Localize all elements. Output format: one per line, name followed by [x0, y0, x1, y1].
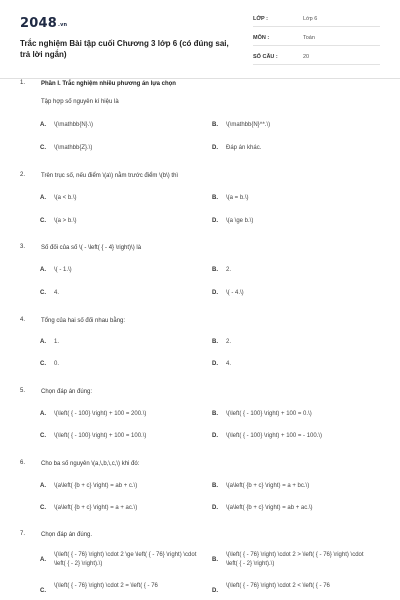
option-text: \(\mathbb{N}^*.\) [226, 122, 271, 128]
option-text: \(\left( { - 100} \right) + 100 = 0.\) [226, 411, 312, 417]
question-2 [20, 172, 380, 232]
option-letter: A. [40, 483, 46, 489]
site-logo[interactable] [20, 16, 67, 31]
question-stem: Tập hợp số nguyên kí hiệu là [41, 99, 119, 105]
question-3 [20, 244, 380, 304]
option-text: 2. [226, 339, 232, 345]
option-text: \(a = b.\) [226, 195, 249, 201]
question-7 [20, 531, 380, 600]
logo-main: 2048 [20, 16, 57, 31]
option-text: \(a\left( {b + c} \right) = ab + c.\) [54, 483, 138, 489]
meta-value: Lớp 6 [303, 16, 318, 22]
question-number: 1. [20, 80, 26, 86]
option-text: \(a\left( {b + c} \right) = a + ac.\) [54, 505, 138, 511]
meta-key: LỚP : [253, 16, 268, 22]
option-letter: A. [40, 557, 46, 563]
option-letter: B. [212, 557, 218, 563]
question-4 [20, 317, 380, 377]
question-number: 5. [20, 388, 26, 394]
option-letter: D. [212, 218, 218, 224]
option-letter: C. [40, 361, 46, 367]
option-letter: D. [212, 505, 218, 511]
option-letter: D. [212, 588, 218, 594]
question-number: 7. [20, 531, 26, 537]
question-stem: Chọn đáp án đúng: [41, 389, 93, 395]
option-letter: C. [40, 145, 46, 151]
question-stem: Số đối của số \( - \left( { - 4} \right)\) là [41, 245, 142, 251]
option-text: \(\left( { - 100} \right) + 100 = - 100.\) [226, 433, 323, 439]
option-text: \(\mathbb{Z}.\) [54, 145, 93, 151]
option-letter: B. [212, 411, 218, 417]
option-letter: C. [40, 433, 46, 439]
option-letter: B. [212, 483, 218, 489]
option-text: \(a\left( {b + c} \right) = a + bc.\) [226, 483, 310, 489]
option-letter: B. [212, 195, 218, 201]
header-divider [0, 78, 400, 79]
option-text: \(a\left( {b + c} \right) = ab + ac.\) [226, 505, 313, 511]
option-text: Đáp án khác. [226, 145, 262, 151]
option-letter: A. [40, 339, 46, 345]
option-text: 0. [54, 361, 60, 367]
option-text: \(\left( { - 76} \right) \cdot 2 > \left( { - 76} \right) \cdot \left( { - 2} \right).\) [226, 552, 364, 567]
option-text: \(\left( { - 100} \right) + 100 = 200.\) [54, 411, 147, 417]
option-letter: C. [40, 218, 46, 224]
option-letter: B. [212, 122, 218, 128]
option-text: \(\mathbb{N}.\) [54, 122, 94, 128]
question-number: 6. [20, 460, 26, 466]
question-number: 3. [20, 244, 26, 250]
option-letter: D. [212, 361, 218, 367]
option-text: \(a < b.\) [54, 195, 77, 201]
meta-value: Toán [303, 35, 315, 41]
worksheet-meta [253, 12, 380, 69]
meta-row-class [253, 12, 380, 27]
option-letter: C. [40, 505, 46, 511]
option-text: 2. [226, 267, 232, 273]
option-letter: C. [40, 290, 46, 296]
option-letter: C. [40, 588, 46, 594]
option-text: \(a > b.\) [54, 218, 77, 224]
question-stem: Tổng của hai số đối nhau bằng: [41, 318, 126, 324]
option-letter: B. [212, 339, 218, 345]
option-letter: A. [40, 122, 46, 128]
option-text: \(a \ge b.\) [226, 218, 254, 224]
meta-key: MÔN : [253, 35, 270, 41]
question-stem: Chọn đáp án đúng. [41, 532, 93, 538]
question-number: 4. [20, 317, 26, 323]
question-stem: Cho ba số nguyên \(a,\,b,\,c,\) khi đó: [41, 461, 140, 467]
option-letter: A. [40, 411, 46, 417]
option-text: \( - 4.\) [226, 290, 244, 296]
option-text: 1. [54, 339, 60, 345]
question-6 [20, 460, 380, 522]
option-letter: D. [212, 145, 218, 151]
option-text: 4. [226, 361, 232, 367]
section-title: Phần I. Trắc nghiệm nhiều phương án lựa chọn [41, 81, 176, 87]
option-text: \(\left( { - 76} \right) \cdot 2 = \left( { - 76 [54, 583, 158, 589]
meta-row-subject [253, 31, 380, 46]
option-letter: D. [212, 290, 218, 296]
question-5 [20, 388, 380, 450]
option-text: \( - 1.\) [54, 267, 72, 273]
section-heading [41, 80, 376, 89]
option-letter: A. [40, 195, 46, 201]
meta-key: SỐ CÂU : [253, 54, 278, 60]
option-text: \(\left( { - 76} \right) \cdot 2 < \left( { - 76 [226, 583, 330, 589]
option-text: 4. [54, 290, 60, 296]
option-letter: A. [40, 267, 46, 273]
option-text: \(\left( { - 76} \right) \cdot 2 \ge \left( { - 76} \right) \cdot \left( { - 2} \right).\) [54, 552, 197, 567]
option-letter: B. [212, 267, 218, 273]
meta-value: 20 [303, 54, 310, 60]
worksheet-title: Trắc nghiệm Bài tập cuối Chương 3 lớp 6 (có đúng sai, trả lời ngắn) [20, 39, 229, 59]
logo-tld: .vn [57, 22, 68, 28]
meta-row-count [253, 50, 380, 65]
question-1 [20, 80, 380, 160]
question-number: 2. [20, 172, 26, 178]
question-stem: Trên trục số, nếu điểm \(a\) nằm trước điểm \(b\) thì [41, 173, 179, 179]
option-text: \(\left( { - 100} \right) + 100 = 100.\) [54, 433, 147, 439]
option-letter: D. [212, 433, 218, 439]
worksheet-header [20, 12, 380, 74]
